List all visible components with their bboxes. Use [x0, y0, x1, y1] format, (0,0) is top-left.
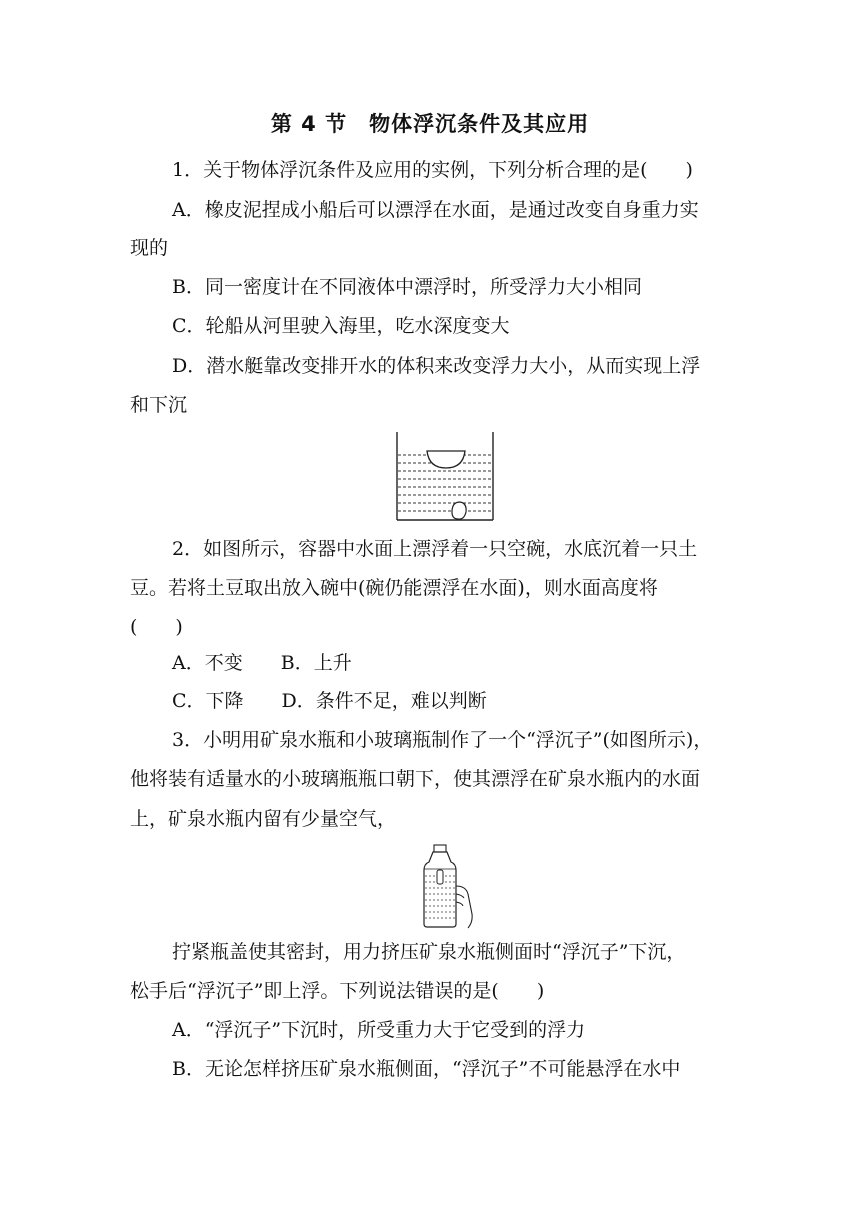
- q3-stem-line2: 他将装有适量水的小玻璃瓶瓶口朝下，使其漂浮在矿泉水瓶内的水面: [130, 768, 701, 790]
- q2-options-row1: [172, 649, 352, 677]
- container-bowl-potato-figure: [394, 430, 496, 522]
- q3-stem-line5: 松手后“浮沉子”即上浮。下列说法错误的是( ): [130, 980, 545, 1002]
- q1-stem: 1．关于物体浮沉条件及应用的实例，下列分析合理的是( ): [172, 159, 693, 181]
- q2-option-c: C．下降: [172, 690, 244, 712]
- q2-stem-line1: 2．如图所示，容器中水面上漂浮着一只空碗，水底沉着一只土: [172, 538, 698, 560]
- q3-option-a: A．“浮沉子”下沉时，所受重力大于它受到的浮力: [172, 1019, 586, 1041]
- hand-fingers: [456, 894, 464, 906]
- q2-stem-line3: ( ): [130, 616, 183, 638]
- q1-option-c: C．轮船从河里驶入海里，吃水深度变大: [172, 315, 510, 337]
- q1-option-a-cont: 现的: [130, 237, 169, 259]
- section-title: 第 4 节 物体浮沉条件及其应用: [270, 112, 590, 136]
- q1-option-d: D．潜水艇靠改变排开水的体积来改变浮力大小，从而实现上浮: [172, 355, 701, 377]
- cartesian-diver-bottle-figure: [418, 842, 478, 930]
- bottle-cap: [434, 845, 446, 852]
- squeezing-hand: [456, 886, 472, 928]
- q2-option-d: D．条件不足，难以判断: [281, 690, 487, 712]
- q3-stem-line3: 上，矿泉水瓶内留有少量空气，: [130, 808, 397, 830]
- q3-stem-line4: 拧紧瓶盖使其密封，用力挤压矿泉水瓶侧面时“浮沉子”下沉，: [172, 941, 686, 963]
- q2-options-row2: [172, 687, 487, 715]
- mineral-water-bottle: [424, 852, 456, 927]
- q2-option-a: A．不变: [172, 652, 243, 674]
- small-glass-vial: [437, 870, 443, 884]
- sunken-potato: [452, 502, 466, 519]
- q1-option-a: A．橡皮泥捏成小船后可以漂浮在水面，是通过改变自身重力实: [172, 199, 699, 221]
- floating-bowl: [427, 451, 465, 468]
- q2-option-b: B．上升: [280, 652, 352, 674]
- q3-option-b: B．无论怎样挤压矿泉水瓶侧面，“浮沉子”不可能悬浮在水中: [172, 1058, 681, 1080]
- q1-option-b: B．同一密度计在不同液体中漂浮时，所受浮力大小相同: [172, 276, 642, 298]
- q2-stem-line2: 豆。若将土豆取出放入碗中(碗仍能漂浮在水面)，则水面高度将: [130, 577, 658, 599]
- q3-stem-line1: 3．小明用矿泉水瓶和小玻璃瓶制作了一个“浮沉子”(如图所示)，: [172, 729, 713, 751]
- q1-option-d-cont: 和下沉: [130, 394, 188, 416]
